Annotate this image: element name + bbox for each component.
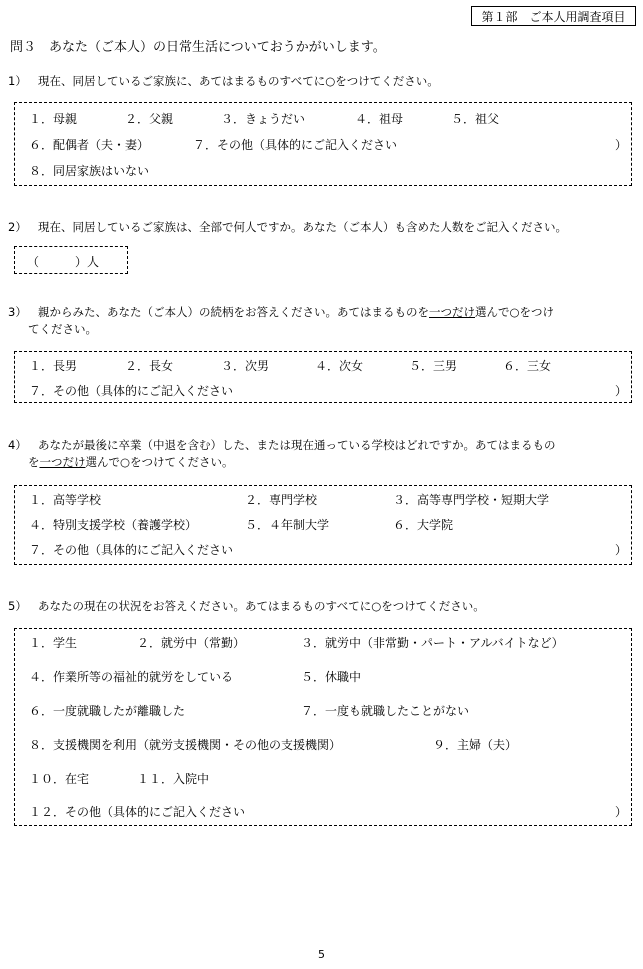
- q1-option-2[interactable]: ２．父親: [125, 112, 174, 126]
- section-label: 第１部 ご本人用調査項目: [471, 6, 636, 26]
- q1-option-4[interactable]: ４．祖母: [355, 112, 404, 126]
- q1-close-paren: ）: [615, 138, 628, 152]
- q3-options-box: [14, 351, 632, 403]
- q1-option-8[interactable]: ８．同居家族はいない: [29, 164, 150, 178]
- q4-option-4[interactable]: ４．特別支援学校（養護学校）: [29, 518, 198, 532]
- q5-option-9[interactable]: ９．主婦（夫）: [433, 738, 518, 752]
- q5-close-paren: ）: [615, 805, 628, 819]
- q4-options-box: [14, 485, 632, 565]
- q5-option-1[interactable]: １．学生: [29, 636, 78, 650]
- q5-option-3[interactable]: ３．就労中（非常勤・パート・アルバイトなど）: [301, 636, 564, 650]
- q3-option-2[interactable]: ２．長女: [125, 359, 174, 373]
- q5-option-8[interactable]: ８．支援機関を利用（就労支援機関・その他の支援機関）: [29, 738, 342, 752]
- q3-option-5[interactable]: ５．三男: [409, 359, 458, 373]
- q3-close-paren: ）: [615, 384, 628, 398]
- q5-option-11[interactable]: １１．入院中: [137, 772, 210, 786]
- q5-text: あなたの現在の状況をお答えください。あてはまるものすべてに○をつけてください。: [38, 599, 485, 613]
- q1-option-7[interactable]: ７．その他（具体的にご記入ください: [193, 138, 398, 152]
- q3-text: 親からみた、あなた（ご本人）の続柄をお答えください。あてはまるものを一つだけ選んで○をつけ てください。: [28, 305, 555, 336]
- q1-number: 1）: [8, 74, 27, 88]
- q4-option-5[interactable]: ５．４年制大学: [245, 518, 330, 532]
- q1-option-5[interactable]: ５．祖父: [451, 112, 500, 126]
- q2-answer-box[interactable]: [14, 246, 128, 274]
- q2-number: 2）: [8, 220, 27, 234]
- q4-option-3[interactable]: ３．高等専門学校・短期大学: [393, 493, 550, 507]
- q4-option-1[interactable]: １．高等学校: [29, 493, 102, 507]
- q1-option-1[interactable]: １．母親: [29, 112, 78, 126]
- q3-option-7[interactable]: ７．その他（具体的にご記入ください: [29, 384, 234, 398]
- q3-option-3[interactable]: ３．次男: [221, 359, 270, 373]
- q2-text: 現在、同居しているご家族は、全部で何人ですか。あなた（ご本人）も含めた人数をご記入ください。: [38, 220, 567, 234]
- q1-option-6[interactable]: ６．配偶者（夫・妻）: [29, 138, 150, 152]
- q1-options-box: [14, 102, 632, 186]
- q4-option-6[interactable]: ６．大学院: [393, 518, 454, 532]
- q4-text: あなたが最後に卒業（中退を含む）した、または現在通っている学校はどれですか。あてはまるもの を一つだけ選んで○をつけてください。: [28, 438, 556, 469]
- q3-option-6[interactable]: ６．三女: [503, 359, 552, 373]
- q5-option-10[interactable]: １０．在宅: [29, 772, 90, 786]
- question-title: 問３ あなた（ご本人）の日常生活についておうかがいします。: [10, 40, 386, 55]
- q3-option-1[interactable]: １．長男: [29, 359, 78, 373]
- q5-options-box: [14, 628, 632, 826]
- q4-option-2[interactable]: ２．専門学校: [245, 493, 318, 507]
- q5-option-12[interactable]: １２．その他（具体的にご記入ください: [29, 805, 246, 819]
- q3-number: 3）: [8, 305, 27, 319]
- q5-option-5[interactable]: ５．休職中: [301, 670, 362, 684]
- q5-option-7[interactable]: ７．一度も就職したことがない: [301, 704, 470, 718]
- q5-option-4[interactable]: ４．作業所等の福祉的就労をしている: [29, 670, 234, 684]
- q5-number: 5）: [8, 599, 27, 613]
- q4-number: 4）: [8, 438, 27, 452]
- q4-close-paren: ）: [615, 543, 628, 557]
- q1-option-3[interactable]: ３．きょうだい: [221, 112, 306, 126]
- q5-option-6[interactable]: ６．一度就職したが離職した: [29, 704, 186, 718]
- q2-answer-label: （ ）人: [27, 255, 100, 269]
- page-number: 5: [318, 948, 325, 961]
- q5-option-2[interactable]: ２．就労中（常勤）: [137, 636, 246, 650]
- q4-option-7[interactable]: ７．その他（具体的にご記入ください: [29, 543, 234, 557]
- q3-option-4[interactable]: ４．次女: [315, 359, 364, 373]
- q1-text: 現在、同居しているご家族に、あてはまるものすべてに○をつけてください。: [38, 74, 439, 88]
